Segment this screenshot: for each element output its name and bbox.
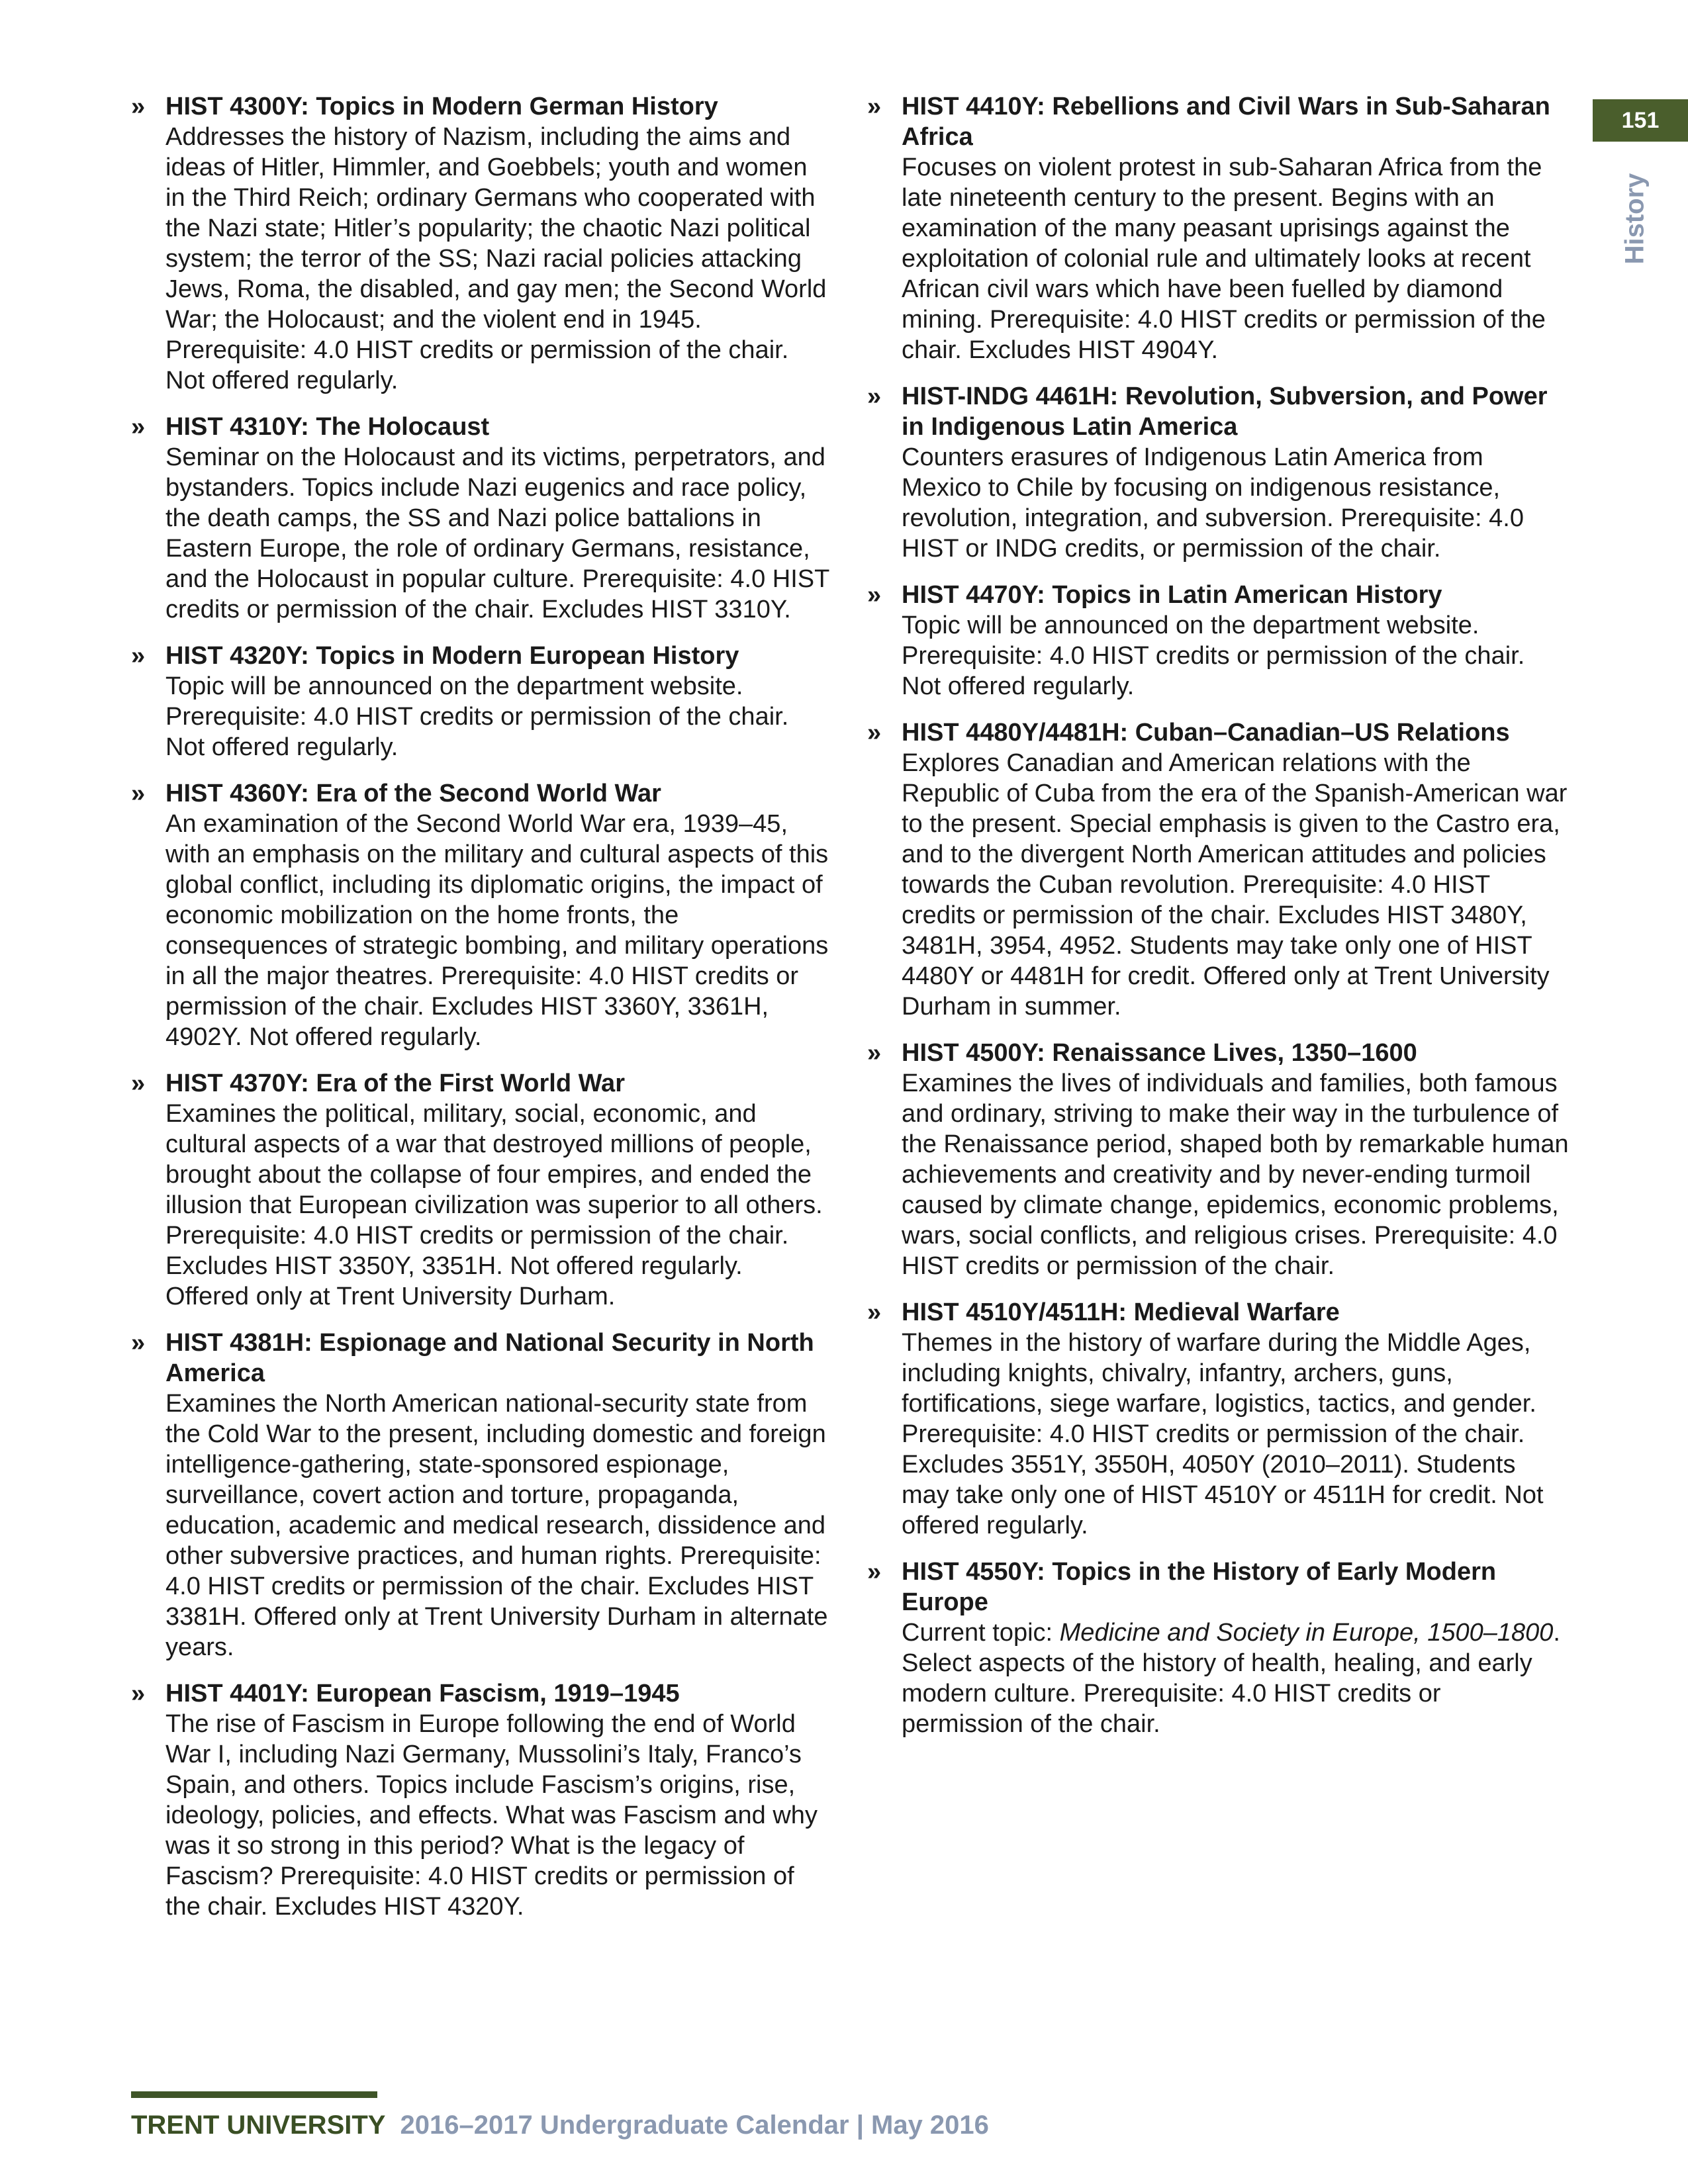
course-description: Explores Canadian and American relations with the Republic of Cuba from the era of the Spanish-American war to the present. Special emphasis is given to the Castro era, and to the divergent North American attitudes and policies towards the Cuban revolution. Prerequisite: 4.0 HIST credits or permission of the chair. Excludes HIST 3480Y, 3481H, 3954, 4952. Students may take only one of HIST 4480Y or 4481H for credit. Offered only at Trent University Durham in summer. — [902, 749, 1568, 1021]
course-entry — [867, 1297, 1569, 1541]
course-entry — [131, 91, 833, 396]
course-title: HIST 4410Y: Rebellions and Civil Wars in Sub-Saharan Africa — [902, 93, 1550, 151]
course-title: HIST 4310Y: The Holocaust — [165, 413, 490, 441]
course-entry — [131, 1328, 833, 1662]
course-description: Examines the political, military, social, economic, and cultural aspects of a war that destroyed millions of people, brought about the collapse of four empires, and ended the illusion that European civilization was superior to all others. Prerequisite: 4.0 HIST credits or permission of the chair. Excludes HIST 3350Y, 3351H. Not offered regularly. Offered only at Trent University Durham. — [165, 1100, 823, 1310]
course-entry — [131, 412, 833, 625]
bullet-marker: » — [131, 93, 146, 120]
course-title: HIST 4480Y/4481H: Cuban–Canadian–US Relations — [902, 719, 1510, 747]
bullet-marker: » — [131, 1069, 146, 1097]
course-title: HIST 4470Y: Topics in Latin American History — [902, 581, 1442, 609]
course-title: HIST 4360Y: Era of the Second World War — [165, 780, 661, 807]
course-title: HIST-INDG 4461H: Revolution, Subversion, and Power in Indigenous Latin America — [902, 383, 1548, 441]
bullet-marker: » — [867, 383, 882, 410]
footer — [131, 2110, 989, 2140]
bullet-marker: » — [867, 1558, 882, 1586]
course-title: HIST 4370Y: Era of the First World War — [165, 1069, 625, 1097]
course-description — [902, 1617, 1569, 1739]
course-description: Examines the lives of individuals and families, both famous and ordinary, striving to make their way in the turbulence of the Renaissance period, shaped both by remarkable human achievements and creativity and by never-ending turmoil caused by climate change, epidemics, economic problems, wars, social conflicts, and religious crises. Prerequisite: 4.0 HIST credits or permission of the chair. — [902, 1069, 1569, 1280]
bullet-marker: » — [131, 642, 146, 670]
page-number: 151 — [1621, 107, 1660, 133]
bullet-marker: » — [131, 1680, 146, 1707]
course-title: HIST 4510Y/4511H: Medieval Warfare — [902, 1298, 1340, 1326]
course-title: HIST 4300Y: Topics in Modern German History — [165, 93, 718, 120]
course-description: Topic will be announced on the department website. Prerequisite: 4.0 HIST credits or permission of the chair. Not offered regularly. — [165, 672, 789, 761]
course-description: Focuses on violent protest in sub-Saharan Africa from the late nineteenth century to the present. Begins with an examination of the many peasant uprisings against the exploitation of colonial rule and ultimately looks at recent African civil wars which have been fuelled by diamond mining. Prerequisite: 4.0 HIST credits or permission of the chair. Excludes HIST 4904Y. — [902, 154, 1546, 364]
course-title: HIST 4550Y: Topics in the History of Early Modern Europe — [902, 1558, 1497, 1616]
bullet-marker: » — [867, 93, 882, 120]
footer-university: TRENT UNIVERSITY — [131, 2111, 386, 2140]
course-description: Topic will be announced on the department website. Prerequisite: 4.0 HIST credits or permission of the chair. Not offered regularly. — [902, 612, 1525, 700]
right-column — [867, 91, 1569, 1755]
course-description: Examines the North American national-security state from the Cold War to the present, including domestic and foreign intelligence-gathering, state-sponsored espionage, surveillance, covert action and torture, propaganda, education, academic and medical research, dissidence and other subversive practices, and human rights. Prerequisite: 4.0 HIST credits or permission of the chair. Excludes HIST 3381H. Offered only at Trent University Durham in alternate years. — [165, 1390, 828, 1661]
footer-calendar: 2016–2017 Undergraduate Calendar | May 2016 — [400, 2111, 989, 2140]
bullet-marker: » — [131, 780, 146, 807]
bullet-marker: » — [131, 413, 146, 441]
course-entry — [867, 91, 1569, 365]
course-title: HIST 4401Y: European Fascism, 1919–1945 — [165, 1680, 680, 1707]
bullet-marker: » — [867, 1298, 882, 1326]
course-entry — [867, 1038, 1569, 1281]
course-title: HIST 4381H: Espionage and National Security in North America — [165, 1329, 814, 1387]
section-label — [1609, 169, 1662, 268]
course-entry — [131, 778, 833, 1052]
bullet-marker: » — [867, 1039, 882, 1067]
bullet-marker: » — [867, 719, 882, 747]
bullet-marker: » — [131, 1329, 146, 1357]
course-entry — [131, 641, 833, 762]
course-entry — [867, 381, 1569, 564]
course-description: Counters erasures of Indigenous Latin America from Mexico to Chile by focusing on indigenous resistance, revolution, integration, and subversion. Prerequisite: 4.0 HIST or INDG credits, or permission of the chair. — [902, 443, 1524, 563]
course-entry — [867, 717, 1569, 1022]
bullet-marker: » — [867, 581, 882, 609]
description-prefix: Current topic: — [902, 1619, 1060, 1647]
course-description: Seminar on the Holocaust and its victims, perpetrators, and bystanders. Topics include Nazi eugenics and race policy, the death camps, the SS and Nazi police battalions in Eastern Europe, the role of ordinary Germans, resistance, and the Holocaust in popular culture. Prerequisite: 4.0 HIST credits or permission of the chair. Excludes HIST 3310Y. — [165, 443, 829, 623]
course-description: Addresses the history of Nazism, including the aims and ideas of Hitler, Himmler, and Goebbels; youth and women in the Third Reich; ordinary Germans who cooperated with the Nazi state; Hitler’s popularity; the chaotic Nazi political system; the terror of the SS; Nazi racial policies attacking Jews, Roma, the disabled, and gay men; the Second World War; the Holocaust; and the violent end in 1945. Prerequisite: 4.0 HIST credits or permission of the chair. Not offered regularly. — [165, 123, 827, 394]
course-description: Themes in the history of warfare during the Middle Ages, including knights, chivalry, infantry, archers, guns, fortifications, siege warfare, logistics, tactics, and gender. Prerequisite: 4.0 HIST credits or permission of the chair. Excludes 3551Y, 3550H, 4050Y (2010–2011). Students may take only one of HIST 4510Y or 4511H for credit. Not offered regularly. — [902, 1329, 1544, 1539]
course-description: The rise of Fascism in Europe following the end of World War I, including Nazi Germany, Mussolini’s Italy, Franco’s Spain, and others. Topics include Fascism’s origins, rise, ideology, policies, and effects. What was Fascism and why was it so strong in this period? What is the legacy of Fascism? Prerequisite: 4.0 HIST credits or permission of the chair. Excludes HIST 4320Y. — [165, 1710, 818, 1921]
course-entry — [131, 1678, 833, 1922]
current-topic-title: Medicine and Society in Europe, 1500–1800 — [1059, 1619, 1554, 1647]
course-entry — [131, 1068, 833, 1312]
footer-rule — [131, 2091, 377, 2098]
section-label-text: History — [1620, 173, 1650, 264]
course-title: HIST 4500Y: Renaissance Lives, 1350–1600 — [902, 1039, 1417, 1067]
left-column — [131, 91, 833, 1938]
page-number-tab — [1593, 99, 1688, 142]
description-rest: . Select aspects of the history of health, healing, and early modern culture. Prerequisite: 4.0 HIST credits or permission of the chair. — [902, 1619, 1560, 1738]
course-entry — [867, 580, 1569, 702]
course-entry — [867, 1557, 1569, 1739]
course-title: HIST 4320Y: Topics in Modern European History — [165, 642, 739, 670]
course-description: An examination of the Second World War era, 1939–45, with an emphasis on the military and cultural aspects of this global conflict, including its diplomatic origins, the impact of economic mobilization on the home fronts, the consequences of strategic bombing, and military operations in all the major theatres. Prerequisite: 4.0 HIST credits or permission of the chair. Excludes HIST 3360Y, 3361H, 4902Y. Not offered regularly. — [165, 810, 829, 1051]
